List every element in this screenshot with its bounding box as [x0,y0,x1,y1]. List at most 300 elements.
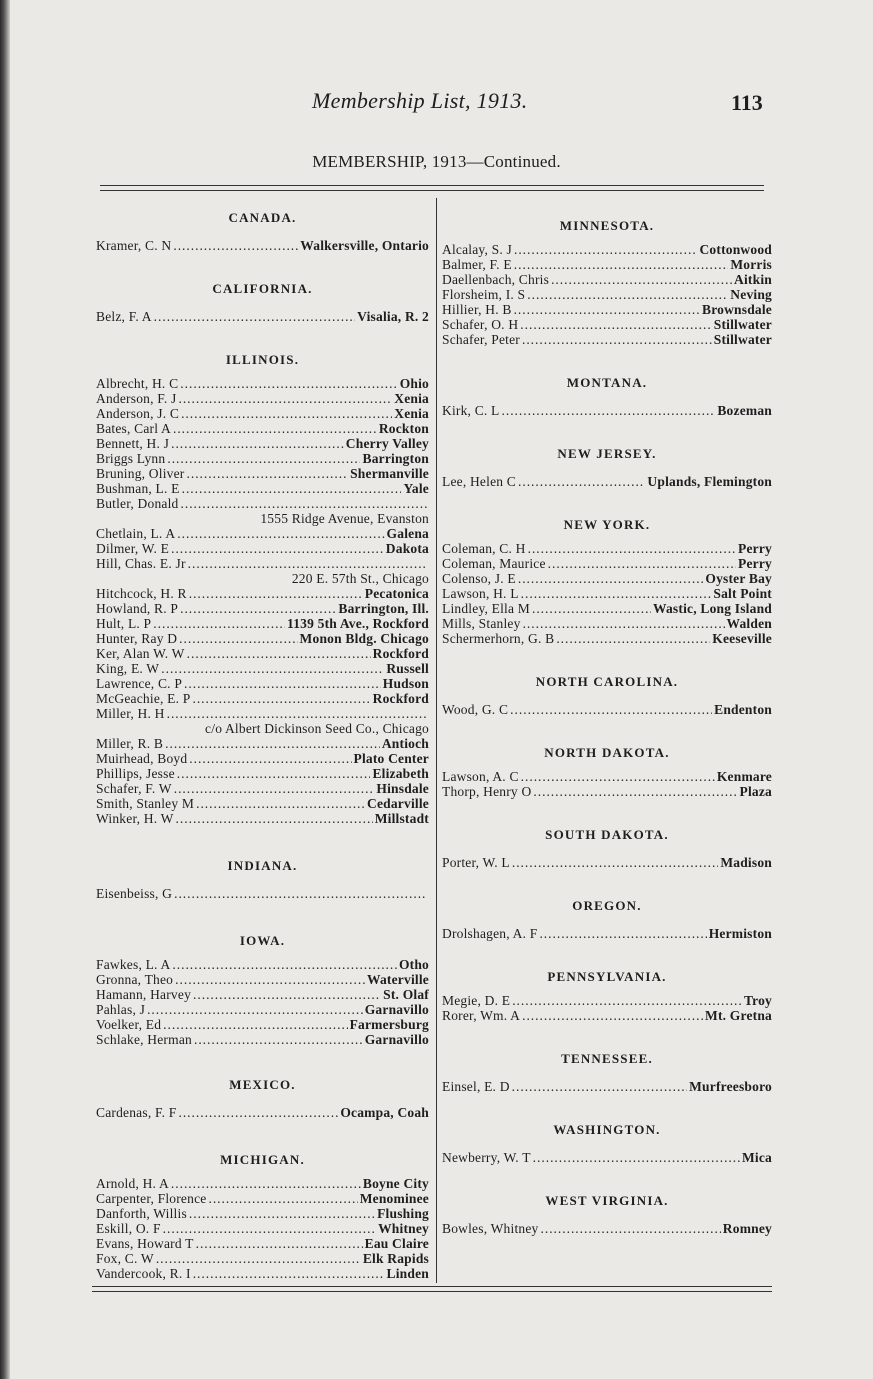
dot-leader [189,1206,375,1221]
member-town: Perry [738,556,772,571]
dot-leader [548,556,736,571]
member-town: Waterville [367,972,429,987]
member-list [442,702,772,717]
member-list [442,242,772,347]
member-entry [442,993,772,1008]
member-entry [96,811,429,826]
member-list [442,403,772,418]
member-entry [96,1266,429,1281]
member-name: Eskill, O. F [96,1221,161,1236]
member-town: Garnavillo [364,1032,429,1047]
state-heading: SOUTH DAKOTA. [545,827,669,842]
member-list [96,309,429,324]
dot-leader [184,676,381,691]
member-entry [96,541,429,556]
member-list [96,957,429,1047]
state-section-indiana [96,858,429,901]
state-section-illinois [96,352,429,826]
member-name: Wood, G. C [442,702,509,717]
state-heading: CALIFORNIA. [212,281,313,296]
dot-leader [518,474,645,489]
member-entry [442,474,772,489]
member-list [96,886,429,901]
member-entry [442,287,772,302]
member-entry [442,332,772,347]
member-entry [96,646,429,661]
member-name: Bates, Carl A [96,421,171,436]
dot-leader [502,403,716,418]
member-town: Ohio [399,376,429,391]
member-name: Hunter, Ray D [96,631,178,646]
member-name: Bushman, L. E [96,481,180,496]
member-entry [96,751,429,766]
member-entry [96,1017,429,1032]
right-column [442,218,772,1236]
member-town: Uplands, Flemington [647,474,772,489]
member-name: Colenso, J. E [442,571,516,586]
member-entry [442,702,772,717]
member-entry [96,481,429,496]
member-name: Howland, R. P [96,601,179,616]
dot-leader [156,1251,361,1266]
member-list [442,855,772,870]
member-entry [442,784,772,799]
member-name: Lawson, H. L [442,586,519,601]
member-entry [96,736,429,751]
dot-leader [172,957,397,972]
member-entry [96,766,429,781]
member-town: Hermiston [708,926,772,941]
member-entry [96,676,429,691]
member-town: Galena [386,526,429,541]
dot-leader [171,541,384,556]
member-name: Smith, Stanley M [96,796,195,811]
member-name: Phillips, Jesse [96,766,175,781]
member-name: Ker, Alan W. W [96,646,185,661]
member-name: Muirhead, Boyd [96,751,188,766]
dot-leader [187,646,371,661]
dot-leader [178,391,392,406]
column-divider [436,198,437,1283]
dot-leader [523,616,725,631]
state-section-oregon [442,898,772,941]
member-town: Cherry Valley [345,436,429,451]
dot-leader [180,601,336,616]
member-name: Hitchcock, H. R [96,586,187,601]
state-section-new-jersey [442,446,772,489]
member-entry [442,571,772,586]
member-town: Oyster Bay [705,571,772,586]
member-name: Porter, W. L [442,855,510,870]
dot-leader [533,1150,740,1165]
member-entry [96,1206,429,1221]
dot-leader [177,766,371,781]
member-town: Troy [743,993,772,1008]
dot-leader [512,993,742,1008]
member-town: Walden [726,616,772,631]
state-section-west-virginia [442,1193,772,1236]
member-entry [96,526,429,541]
member-name: Gronna, Theo [96,972,174,987]
state-heading: OREGON. [572,898,642,913]
state-section-mexico [96,1077,429,1120]
state-section-north-carolina [442,674,772,717]
dot-leader [527,287,728,302]
member-entry [442,556,772,571]
dot-leader [551,272,732,287]
member-name: Hillier, H. B [442,302,512,317]
page-spine-shadow [0,0,10,1379]
dot-leader [521,769,715,784]
member-address: 220 E. 57th St., Chicago [291,571,429,586]
member-entry [96,972,429,987]
dot-leader [163,1221,376,1236]
state-heading: ILLINOIS. [225,352,300,367]
dot-leader [173,238,298,253]
member-entry [96,661,429,676]
state-section-tennessee [442,1051,772,1094]
member-town: Garnavillo [364,1002,429,1017]
member-town: Monon Bldg. Chicago [299,631,429,646]
dot-leader [196,1236,363,1251]
member-entry [96,238,429,253]
member-town: Endenton [714,702,772,717]
state-heading: INDIANA. [227,858,298,873]
dot-leader [176,811,373,826]
dot-leader [165,736,380,751]
member-name: Carpenter, Florence [96,1191,207,1206]
running-title: Membership List, 1913. [312,88,528,113]
dot-leader [532,601,651,616]
member-town: Plaza [739,784,772,799]
member-entry [442,769,772,784]
dot-leader [181,496,428,511]
dot-leader [193,987,381,1002]
member-entry [96,451,429,466]
dot-leader [167,706,427,721]
member-entry [442,1150,772,1165]
member-name: Hill, Chas. E. Jr [96,556,186,571]
member-town: Mt. Gretna [705,1008,772,1023]
member-name: Belz, F. A [96,309,152,324]
member-town: Visalia, R. 2 [357,309,429,324]
member-name: Lawson, A. C [442,769,519,784]
member-entry [96,886,429,901]
member-town: Barrington [362,451,429,466]
member-name: Winker, H. W [96,811,174,826]
state-heading: PENNSYLVANIA. [547,969,667,984]
member-town: Stillwater [713,332,772,347]
dot-leader [521,586,712,601]
member-town: Xenia [394,391,429,406]
member-name: Coleman, Maurice [442,556,546,571]
member-name: Albrecht, H. C [96,376,179,391]
state-section-canada [96,210,429,253]
state-section-montana [442,375,772,418]
member-name: Schafer, O. H [442,317,519,332]
member-town: Elk Rapids [362,1251,429,1266]
member-town: Murfreesboro [689,1079,772,1094]
page-title: MEMBERSHIP, 1913—Continued. [312,152,561,171]
member-entry [442,855,772,870]
member-name: Schafer, F. W [96,781,172,796]
dot-leader [153,616,285,631]
dot-leader [171,1176,361,1191]
member-entry [442,541,772,556]
member-entry [96,1176,429,1191]
member-town: Otho [398,957,429,972]
member-name: Pahlas, J [96,1002,146,1017]
member-name: Hult, L. P [96,616,152,631]
dot-leader [522,332,712,347]
state-heading: MONTANA. [566,375,648,390]
member-town: Perry [738,541,772,556]
dot-leader [189,586,363,601]
dot-leader [177,526,384,541]
member-town: Cottonwood [699,242,772,257]
dot-leader [541,1221,721,1236]
member-town: Dakota [385,541,429,556]
member-name: Dilmer, W. E [96,541,170,556]
member-town: Cedarville [367,796,429,811]
member-entry [96,957,429,972]
member-name: Lindley, Ella M [442,601,530,616]
dot-leader [180,376,397,391]
state-section-north-dakota [442,745,772,799]
member-town: Flushing [377,1206,429,1221]
member-entry [442,317,772,332]
running-head [0,88,873,118]
member-town: Neving [730,287,772,302]
member-town: Plato Center [353,751,429,766]
dot-leader [174,886,427,901]
member-list [442,474,772,489]
member-entry [96,391,429,406]
member-town: Morris [730,257,772,272]
state-heading: MICHIGAN. [220,1152,305,1167]
member-town: Rockford [372,691,429,706]
member-entry [442,242,772,257]
member-entry [442,586,772,601]
member-name: Newberry, W. T [442,1150,531,1165]
member-entry [96,466,429,481]
member-entry [442,257,772,272]
member-name: Lee, Helen C [442,474,516,489]
member-name: Danforth, Willis [96,1206,187,1221]
dot-leader [188,556,427,571]
member-list [442,541,772,646]
member-list [442,1079,772,1094]
member-name: Daellenbach, Chris [442,272,550,287]
dot-leader [179,631,297,646]
member-name: Miller, H. H [96,706,165,721]
state-section-minnesota [442,218,772,347]
member-entry [96,987,429,1002]
member-name: Miller, R. B [96,736,164,751]
member-list [96,238,429,253]
member-town: Brownsdale [701,302,772,317]
state-heading: TENNESSEE. [561,1051,653,1066]
dot-leader [181,406,392,421]
member-name: Cardenas, F. F [96,1105,177,1120]
member-name: McGeachie, E. P [96,691,191,706]
dot-leader [533,784,737,799]
member-town: Romney [722,1221,772,1236]
member-town: Stillwater [713,317,772,332]
member-town: Madison [720,855,772,870]
dot-leader [187,466,349,481]
member-town: St. Olaf [383,987,429,1002]
member-name: Balmer, F. E [442,257,512,272]
member-town: Kenmare [716,769,772,784]
member-town: Mica [741,1150,772,1165]
member-entry [96,1032,429,1047]
member-entry [96,406,429,421]
dot-leader [154,309,355,324]
top-rule-2 [100,190,764,191]
member-town: Salt Point [713,586,772,601]
state-heading: NORTH DAKOTA. [544,745,670,760]
member-name: Bennett, H. J [96,436,170,451]
member-town: Ocampa, Coah [340,1105,429,1120]
member-name: Schermerhorn, G. B [442,631,555,646]
member-list [96,1176,429,1281]
member-entry [96,706,429,721]
state-heading: NEW JERSEY. [557,446,657,461]
member-town: Hudson [382,676,429,691]
member-name: Hamann, Harvey [96,987,192,1002]
member-town: Eau Claire [364,1236,429,1251]
member-name: Einsel, E. D [442,1079,510,1094]
member-entry [442,631,772,646]
member-name: Florsheim, I. S [442,287,526,302]
member-entry [96,496,429,511]
dot-leader [514,242,698,257]
member-town: Menominee [359,1191,429,1206]
member-name: Arnold, H. A [96,1176,169,1191]
state-heading: MEXICO. [229,1077,296,1092]
member-name: Alcalay, S. J [442,242,512,257]
dot-leader [163,1017,347,1032]
member-entry [442,601,772,616]
dot-leader [512,855,718,870]
member-list [442,769,772,799]
member-name: Schlake, Herman [96,1032,192,1047]
member-town: 1139 5th Ave., Rockford [287,616,429,631]
member-town: Bozeman [717,403,772,418]
state-section-michigan [96,1152,429,1281]
member-town: Aitkin [734,272,772,287]
member-town: Walkersville, Ontario [300,238,429,253]
dot-leader [512,1079,687,1094]
member-name: Drolshagen, A. F [442,926,538,941]
member-entry [442,403,772,418]
member-town: Elizabeth [372,766,429,781]
member-address: c/o Albert Dickinson Seed Co., Chicago [205,721,429,736]
dot-leader [514,302,700,317]
member-name: Fox, C. W [96,1251,154,1266]
state-section-south-dakota [442,827,772,870]
member-town: Pecatonica [364,586,429,601]
dot-leader [167,451,360,466]
dot-leader [189,751,351,766]
member-town: Yale [403,481,429,496]
member-entry [96,796,429,811]
member-entry [96,691,429,706]
member-town: Farmersburg [349,1017,429,1032]
state-section-iowa [96,933,429,1047]
dot-leader [173,421,377,436]
state-heading: CANADA. [228,210,297,225]
member-entry [96,601,429,616]
member-name: Megie, D. E [442,993,511,1008]
member-entry [442,302,772,317]
member-entry [96,1191,429,1206]
member-entry [96,616,429,631]
state-section-california [96,281,429,324]
member-list [442,993,772,1023]
member-town: Barrington, Ill. [338,601,429,616]
member-name: Fawkes, L. A [96,957,171,972]
dot-leader [174,781,375,796]
dot-leader [161,661,384,676]
member-entry [96,436,429,451]
member-town: Rockford [372,646,429,661]
member-entry [442,1221,772,1236]
state-heading: WEST VIRGINIA. [545,1193,669,1208]
dot-leader [518,571,704,586]
dot-leader [528,541,736,556]
member-town: Shermanville [350,466,429,481]
member-entry [96,421,429,436]
left-column [96,210,429,1281]
member-town: Rockton [378,421,429,436]
member-town: Wastic, Long Island [653,601,772,616]
member-entry [96,376,429,391]
member-name: Coleman, C. H [442,541,526,556]
member-town: Whitney [378,1221,429,1236]
member-entry [96,781,429,796]
member-entry [96,631,429,646]
state-section-new-york [442,517,772,646]
member-town: Hinsdale [376,781,429,796]
member-address: 1555 Ridge Avenue, Evanston [260,511,429,526]
dot-leader [196,796,365,811]
dot-leader [182,481,402,496]
member-entry [96,1105,429,1120]
member-name: Kirk, C. L [442,403,500,418]
state-heading: NORTH CAROLINA. [535,674,679,689]
member-name: Mills, Stanley [442,616,521,631]
dot-leader [539,926,706,941]
dot-leader [514,257,729,272]
member-list [96,1105,429,1120]
member-name: Anderson, F. J [96,391,177,406]
member-entry [96,309,429,324]
member-town: Xenia [394,406,429,421]
member-name: Kramer, C. N [96,238,172,253]
dot-leader [208,1191,357,1206]
member-entry [96,556,429,571]
top-rule [100,185,764,186]
dot-leader [147,1002,363,1017]
bottom-rule [92,1286,772,1287]
dot-leader [178,1105,338,1120]
member-name: Lawrence, C. P [96,676,183,691]
member-entry [442,1079,772,1094]
member-town: Linden [386,1266,429,1281]
state-heading: WASHINGTON. [553,1122,661,1137]
